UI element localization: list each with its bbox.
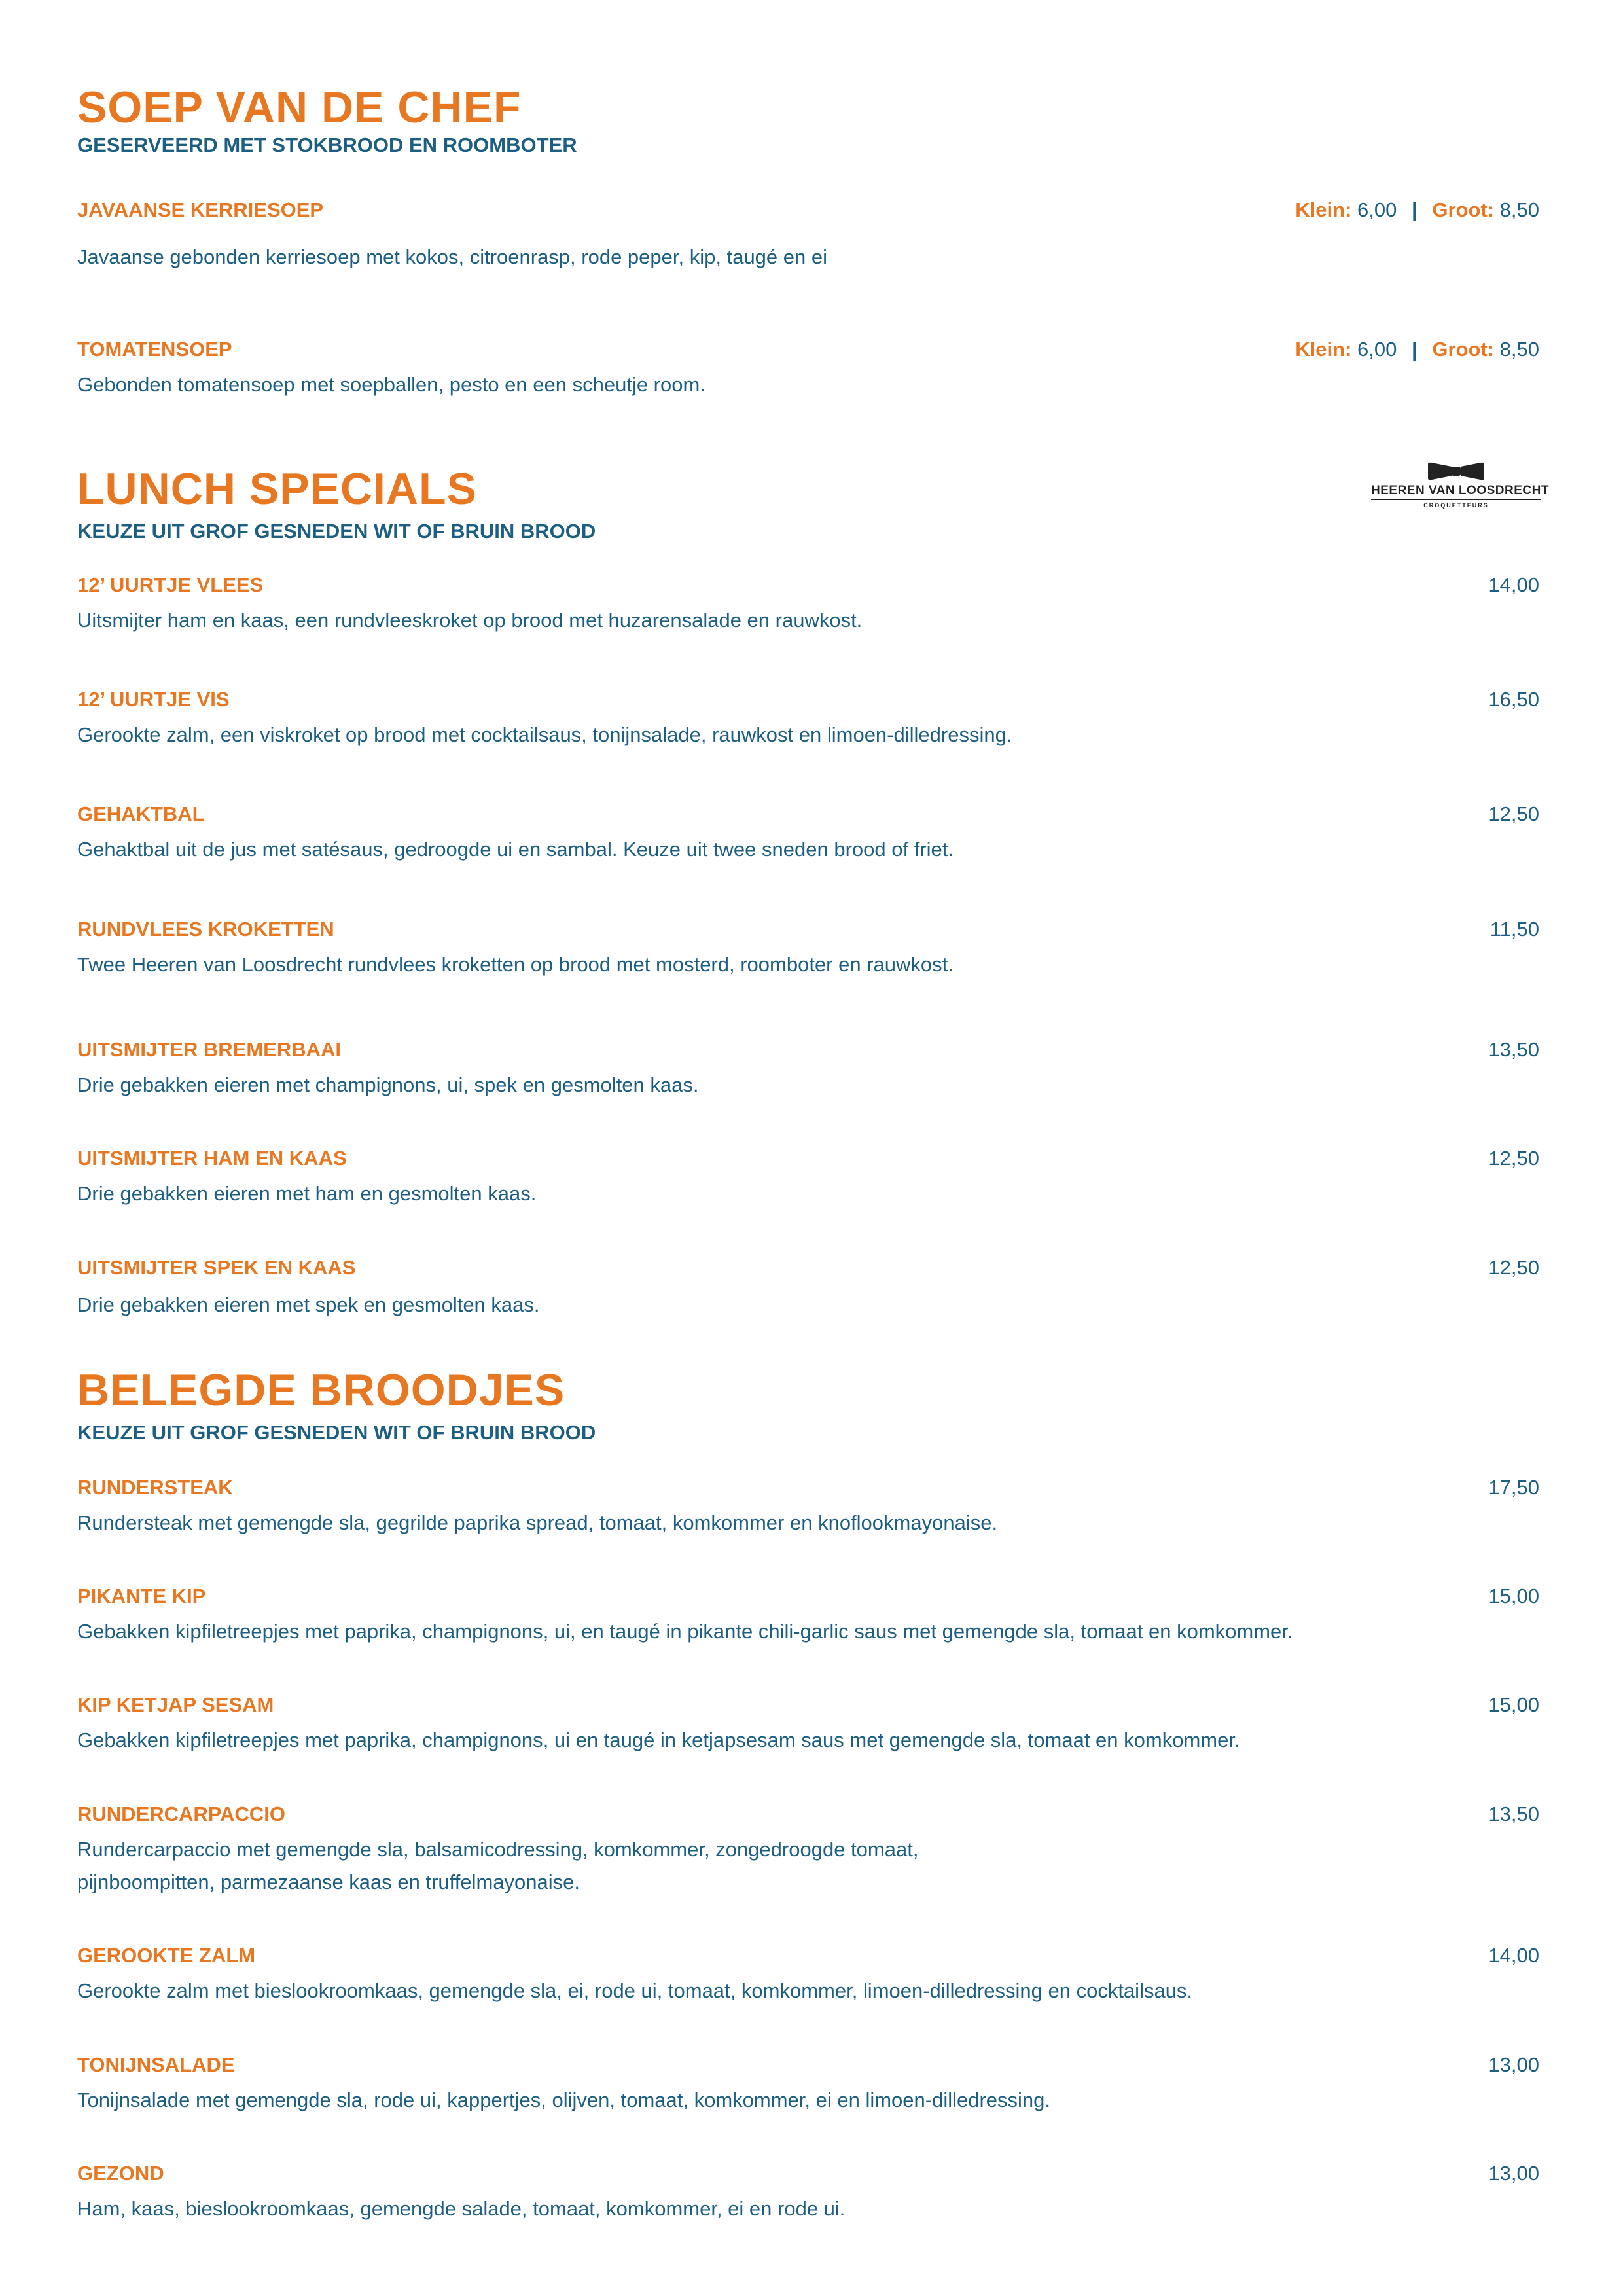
item-description: Twee Heeren van Loosdrecht rundvlees kroketten op brood met mosterd, roomboter en rauwkost. [77, 953, 954, 976]
small-label: Klein: [1295, 198, 1352, 221]
item-price: 14,00 [1488, 573, 1539, 596]
section-subtitle-soep: GESERVEERD MET STOKBROOD EN ROOMBOTER [77, 134, 577, 156]
item-name: 12’ UURTJE VIS [77, 688, 230, 711]
item-price: 15,00 [1488, 1585, 1539, 1607]
item-description: Gehaktbal uit de jus met satésaus, gedroogde ui en sambal. Keuze uit twee sneden brood of friet. [77, 838, 954, 861]
bow-tie-icon [1427, 461, 1486, 481]
item-name: GEZOND [77, 2162, 164, 2185]
small-label: Klein: [1295, 338, 1352, 361]
section-title-soep: SOEP VAN DE CHEF [77, 82, 522, 132]
large-label: Groot: [1432, 198, 1495, 221]
item-name: JAVAANSE KERRIESOEP [77, 198, 324, 221]
item-price: 17,50 [1488, 1476, 1539, 1499]
item-description: Tonijnsalade met gemengde sla, rode ui, kappertjes, olijven, tomaat, komkommer, ei en limoen-dilledressing. [77, 2089, 1051, 2111]
section-subtitle-broodjes: KEUZE UIT GROF GESNEDEN WIT OF BRUIN BROOD [77, 1421, 596, 1444]
item-name: TONIJNSALADE [77, 2053, 235, 2076]
item-name: RUNDVLEES KROKETTEN [77, 918, 334, 941]
item-price: 12,50 [1488, 802, 1539, 825]
section-subtitle-lunch: KEUZE UIT GROF GESNEDEN WIT OF BRUIN BROOD [77, 520, 596, 543]
item-price: 13,00 [1488, 2053, 1539, 2076]
item-price: 12,50 [1488, 1147, 1539, 1170]
item-description: Gebakken kipfiletreepjes met paprika, champignons, ui, en taugé in pikante chili-garlic saus met gemengde sla, tomaat en komkommer. [77, 1620, 1293, 1643]
item-description: Javaanse gebonden kerriesoep met kokos, citroenrasp, rode peper, kip, taugé en ei [77, 245, 828, 268]
item-description: Drie gebakken eieren met spek en gesmolten kaas. [77, 1293, 540, 1316]
large-price: 8,50 [1499, 198, 1539, 221]
large-price: 8,50 [1499, 338, 1539, 361]
item-name: GEROOKTE ZALM [77, 1944, 256, 1967]
item-price: 12,50 [1488, 1256, 1539, 1279]
large-label: Groot: [1432, 338, 1495, 361]
item-description: Uitsmijter ham en kaas, een rundvleeskroket op brood met huzarensalade en rauwkost. [77, 609, 863, 632]
section-title-broodjes: BELEGDE BROODJES [77, 1365, 565, 1415]
small-price: 6,00 [1357, 338, 1397, 361]
heeren-van-loosdrecht-logo [1371, 461, 1549, 514]
item-name: TOMATENSOEP [77, 338, 232, 361]
item-description: Gebakken kipfiletreepjes met paprika, champignons, ui en taugé in ketjapsesam saus met gemengde sla, tomaat en komkommer. [77, 1729, 1240, 1751]
item-description: Gerookte zalm, een viskroket op brood met cocktailsaus, tonijnsalade, rauwkost en limoen-dilledressing. [77, 723, 1012, 746]
logo-divider [1371, 499, 1541, 500]
item-name: PIKANTE KIP [77, 1585, 206, 1607]
item-description: Ham, kaas, bieslookroomkaas, gemengde salade, tomaat, komkommer, ei en rode ui. [77, 2197, 846, 2220]
item-description: Gerookte zalm met bieslookroomkaas, gemengde sla, ei, rode ui, tomaat, komkommer, limoen-dilledressing en cocktailsaus. [77, 1979, 1193, 2002]
item-price: 14,00 [1488, 1944, 1539, 1967]
item-description: Drie gebakken eieren met champignons, ui, spek en gesmolten kaas. [77, 1073, 699, 1096]
item-description: Gebonden tomatensoep met soepballen, pesto en een scheutje room. [77, 373, 705, 396]
price-separator: | [1412, 338, 1418, 361]
item-description-line-2: pijnboompitten, parmezaanse kaas en truffelmayonaise. [77, 1871, 580, 1893]
item-name: RUNDERSTEAK [77, 1476, 233, 1499]
logo-wordmark: HEEREN VAN LOOSDRECHT [1371, 484, 1549, 497]
item-price: 15,00 [1488, 1693, 1539, 1716]
item-size-prices [1295, 200, 1539, 220]
item-name: UITSMIJTER SPEK EN KAAS [77, 1256, 356, 1279]
small-price: 6,00 [1357, 198, 1397, 221]
item-price: 13,50 [1488, 1038, 1539, 1061]
section-title-lunch: LUNCH SPECIALS [77, 464, 477, 514]
item-description: Rundersteak met gemengde sla, gegrilde paprika spread, tomaat, komkommer en knoflookmayonaise. [77, 1511, 998, 1534]
item-name: UITSMIJTER BREMERBAAI [77, 1038, 342, 1061]
logo-tagline: CROQUETTEURS [1423, 502, 1489, 509]
item-name: 12’ UURTJE VLEES [77, 573, 264, 596]
item-price: 13,50 [1488, 1803, 1539, 1825]
price-separator: | [1412, 198, 1418, 221]
item-price: 16,50 [1488, 688, 1539, 711]
item-size-prices [1295, 339, 1539, 359]
item-name: RUNDERCARPACCIO [77, 1803, 286, 1825]
item-price: 11,50 [1489, 918, 1539, 941]
item-description: Drie gebakken eieren met ham en gesmolten kaas. [77, 1182, 537, 1205]
item-name: KIP KETJAP SESAM [77, 1693, 274, 1716]
item-price: 13,00 [1488, 2162, 1539, 2185]
item-description: Rundercarpaccio met gemengde sla, balsamicodressing, komkommer, zongedroogde tomaat, [77, 1838, 919, 1861]
item-name: GEHAKTBAL [77, 802, 205, 825]
item-name: UITSMIJTER HAM EN KAAS [77, 1147, 347, 1170]
